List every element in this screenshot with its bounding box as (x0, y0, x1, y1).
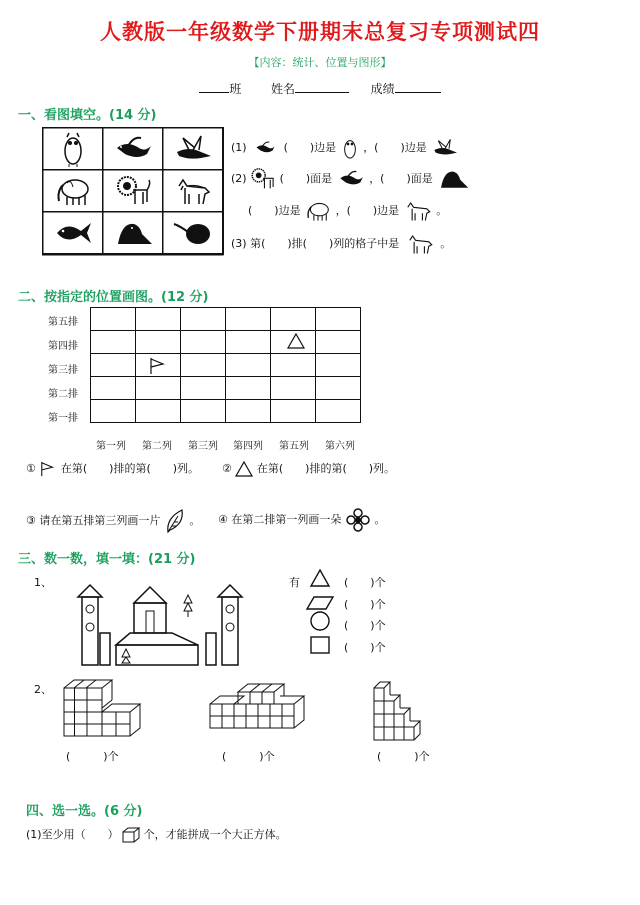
square-icon (310, 636, 330, 658)
s2-q2: ② 在第( )排的第( )列。 (222, 462, 396, 475)
col-label-3: 第三列 (188, 441, 218, 452)
section4-heading: 四、选一选。(6 分) (26, 804, 143, 819)
cube-stack-2 (208, 680, 304, 740)
circle-icon (310, 611, 330, 635)
triangle-icon (287, 333, 305, 353)
section2-heading: 二、按指定的位置画图。(12 分) (18, 290, 209, 305)
seal-icon (436, 167, 470, 191)
page-title: 人教版一年级数学下册期末总复习专项测试四 (100, 20, 540, 44)
s1-q2-line2: ( )边是 ，( )边是 。 (248, 200, 447, 222)
horse-icon (403, 233, 437, 255)
cube-stack-2-answer: ( )个 (222, 750, 275, 763)
s4-q1: (1)至少用（ ） 个，才能拼成一个大正方体。 (26, 828, 287, 841)
dove-icon (430, 138, 460, 158)
row-label-3: 第三排 (48, 365, 78, 376)
fish-icon (43, 212, 103, 254)
parallelogram-count: ( )个 (344, 598, 386, 611)
owl-icon (340, 136, 360, 160)
bird-icon (336, 169, 366, 189)
bird-icon (103, 128, 163, 170)
s2-q1: ① 在第( )排的第( )列。 (26, 462, 200, 475)
col-label-5: 第五列 (279, 441, 309, 452)
score-label: 成绩 (370, 82, 395, 96)
s3-q2-number: 2、 (34, 683, 52, 696)
col-label-2: 第二列 (142, 441, 172, 452)
class-blank[interactable] (199, 80, 229, 93)
s1-q1: (1) ( )边是 ，( )边是 (231, 136, 460, 160)
triangle-icon (310, 569, 330, 591)
position-grid (90, 307, 361, 423)
elephant-icon (43, 170, 103, 212)
circle-count: ( )个 (344, 619, 386, 632)
section1-heading: 一、看图填空。(14 分) (18, 108, 157, 123)
section3-heading: 三、数一数，填一填：(21 分) (18, 552, 196, 567)
col-label-1: 第一列 (96, 441, 126, 452)
cube-stack-1 (62, 676, 142, 744)
cube-icon (122, 827, 140, 843)
square-count: ( )个 (344, 641, 386, 654)
castle-figure (70, 583, 250, 677)
triangle-icon (235, 461, 253, 477)
tadpole-icon (163, 212, 223, 254)
triangle-count: ( )个 (344, 576, 386, 589)
lion-icon (103, 170, 163, 212)
row-label-2: 第二排 (48, 389, 78, 400)
seal-icon (103, 212, 163, 254)
has-label: 有 (289, 576, 300, 589)
cube-stack-3-answer: ( )个 (377, 750, 430, 763)
col-label-4: 第四列 (233, 441, 263, 452)
leaf-icon (164, 508, 186, 534)
lion-icon (250, 166, 276, 192)
s1-q3: (3) 第( )排( )列的格子中是 。 (231, 233, 451, 255)
class-label: 班 (229, 82, 242, 96)
animal-grid (42, 127, 224, 255)
student-info-line (0, 80, 640, 97)
cube-stack-1-answer: ( )个 (66, 750, 119, 763)
horse-icon (403, 200, 433, 222)
owl-icon (43, 128, 103, 170)
dove-icon (163, 128, 223, 170)
score-blank[interactable] (395, 80, 441, 93)
elephant-icon (304, 200, 332, 222)
page-subtitle: 【内容：统计、位置与图形】 (248, 56, 392, 69)
name-blank[interactable] (295, 80, 349, 93)
flower-icon (345, 508, 371, 532)
flag-icon (39, 461, 57, 477)
row-label-4: 第四排 (48, 341, 78, 352)
cube-stack-3 (372, 680, 432, 746)
bird-icon (250, 140, 280, 156)
name-label: 姓名 (270, 82, 295, 96)
horse-icon (163, 170, 223, 212)
s2-q3: ③ 请在第五排第三列画一片 。 (26, 508, 200, 534)
s3-q1-number: 1、 (34, 576, 52, 589)
row-label-1: 第一排 (48, 413, 78, 424)
col-label-6: 第六列 (325, 441, 355, 452)
s1-q2: (2) ( )面是 ，( )面是 (231, 166, 470, 192)
flag-icon (149, 357, 167, 379)
row-label-5: 第五排 (48, 317, 78, 328)
s2-q4: ④ 在第二排第一列画一朵 。 (218, 508, 385, 532)
